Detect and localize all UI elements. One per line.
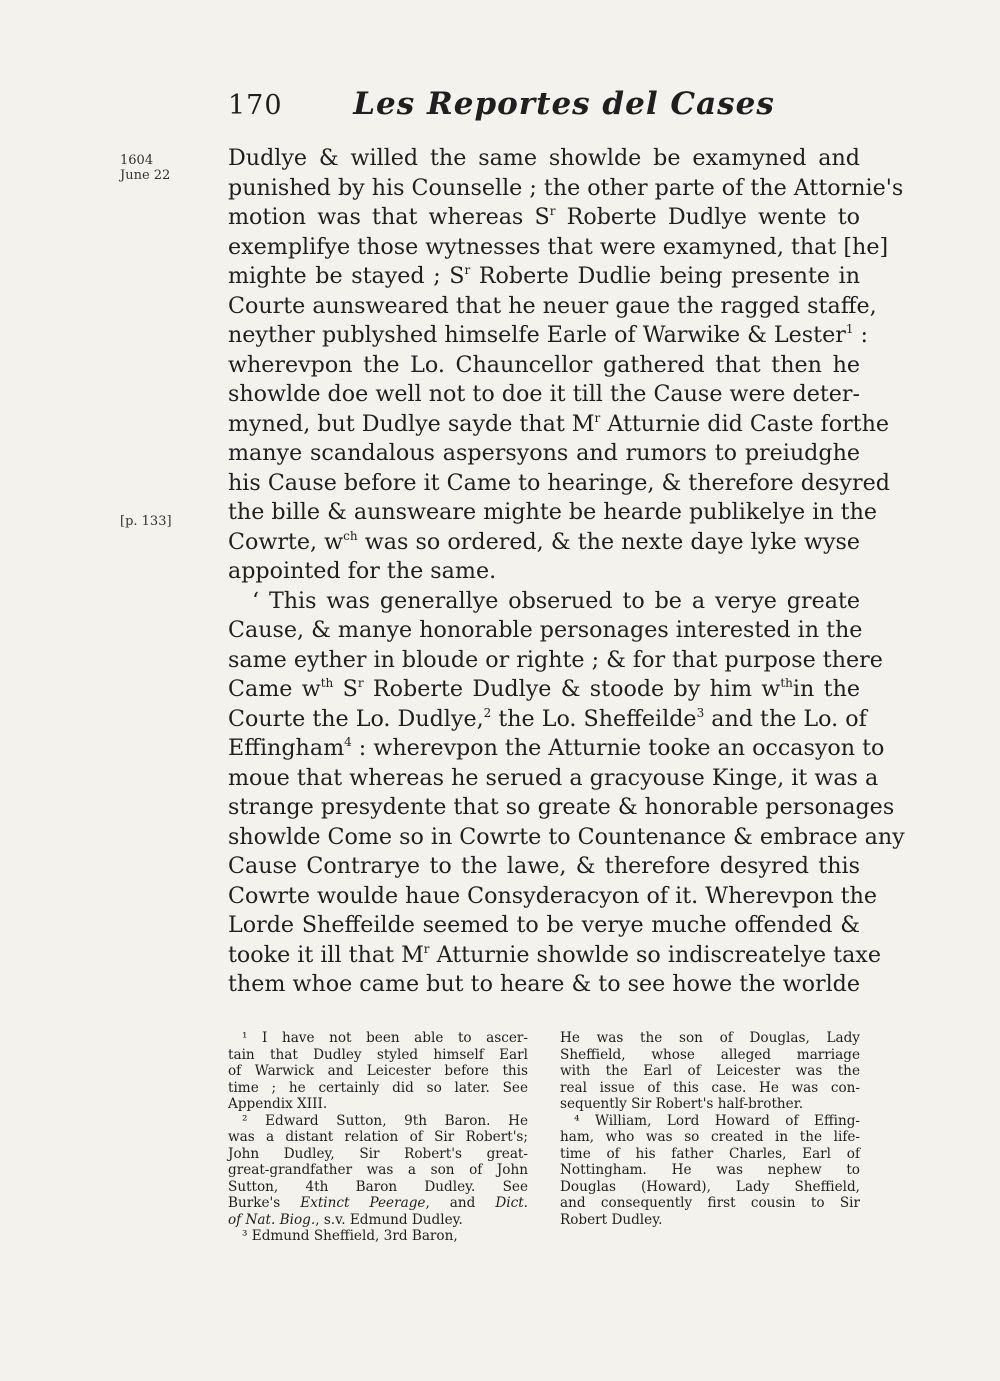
footnote-line: with the Earl of Leicester was the — [560, 1063, 860, 1079]
footnote-ref: 3 — [696, 705, 705, 720]
footnote-line: great-grandfather was a son of John — [228, 1162, 528, 1178]
footnote-line: ¹ I have not been able to ascer- — [242, 1030, 528, 1046]
footnotes-left-column — [228, 1030, 528, 1245]
body-line: Courte the Lo. Dudlye,$^2$ the Lo. Sheffeilde$^3$ and the Lo. of — [228, 705, 867, 732]
body-line: his Cause before it Came to hearinge, & therefore desyred — [228, 469, 890, 496]
body-line: neyther publyshed himselfe Earle of Warwike & Lester$^1$ : — [228, 322, 869, 348]
footnote-line: John Dudley, Sir Robert's great- — [228, 1145, 528, 1162]
body-line: Cowrte, $w^{ch}$ was so ordered, & the nexte daye lyke wyse — [228, 528, 860, 555]
footnote-ref: 2 — [483, 705, 492, 720]
footnote-line: Appendix XIII. — [228, 1096, 328, 1112]
footnote-ref: 1 — [845, 322, 854, 336]
footnote-line: of Warwick and Leicester before this — [228, 1063, 528, 1079]
body-line: showlde doe well not to doe it till the Cause were deter- — [228, 381, 860, 407]
footnote-line: and consequently first cousin to Sir — [560, 1195, 860, 1211]
body-line: strange presydente that so greate & honorable personages — [228, 794, 895, 820]
running-title: Les Reportes del Cases — [353, 86, 775, 122]
body-line: Dudlye & willed the same showlde be examyned and — [228, 145, 860, 171]
margin-page-ref: [p. 133] — [120, 514, 172, 529]
footnote-line: real issue of this case. He was con- — [560, 1079, 860, 1096]
body-line: punished by his Counselle ; the other parte of the Attornie's — [228, 174, 904, 201]
body-line: moue that whereas he serued a gracyouse Kinge, it was a — [228, 764, 879, 791]
body-line: Came $w^{th}$ $S^r$ Roberte Dudlye & stoode by him $w^{th}in$ the — [228, 676, 860, 702]
footnote-line: ham, who was so created in the life- — [560, 1129, 860, 1145]
footnote-line: ³ Edmund Sheffield, 3rd Baron, — [242, 1228, 458, 1244]
body-line: Cause, & manye honorable personages interested in the — [228, 617, 863, 643]
body-line: motion was that whereas $S^r$ Roberte Dudlye wente to — [228, 204, 860, 230]
body-line: Lorde Sheffeilde seemed to be verye muche offended & — [228, 912, 860, 938]
page-header — [228, 86, 860, 130]
body-line: the bille & aunsweare mighte be hearde publikelye in the — [228, 499, 878, 525]
body-line: Cause Contrarye to the lawe, & therefore desyred this — [228, 853, 860, 879]
footnote-line: Sheffield, whose alleged marriage — [560, 1046, 860, 1063]
body-line: Effingham$^4$ : wherevpon the Atturnie tooke an occasyon to — [228, 735, 885, 761]
footnote-line: ² Edward Sutton, 9th Baron. He — [242, 1112, 528, 1129]
footnote-line: Burke's Extinct Peerage, and Dict. — [228, 1195, 529, 1211]
body-line: Courte aunsweared that he neuer gaue the ragged staffe, — [228, 292, 877, 319]
footnote-line: Sutton, 4th Baron Dudley. See — [228, 1178, 528, 1195]
body-line: mighte be stayed ; $S^r$ Roberte Dudlie being presente in — [228, 263, 860, 289]
footnote-line: Robert Dudley. — [560, 1211, 663, 1228]
body-line: tooke it ill that $M^r$ Atturnie showlde so indiscreatelye taxe — [228, 941, 881, 968]
body-line: appointed for the same. — [228, 558, 497, 584]
footnote-line: He was the son of Douglas, Lady — [560, 1030, 860, 1046]
footnote-line: Nottingham. He was nephew to — [560, 1162, 860, 1178]
page-number: 170 — [228, 90, 283, 121]
footnotes — [228, 1030, 860, 1245]
footnote-line: Douglas (Howard), Lady Sheffield, — [560, 1178, 860, 1195]
footnote-line: tain that Dudley styled himself Earl — [228, 1046, 528, 1063]
body-line: wherevpon the Lo. Chauncellor gathered that then he — [228, 351, 860, 378]
body-line: same eyther in bloude or righte ; & for that purpose there — [228, 646, 883, 673]
footnote-line: time of his father Charles, Earl of — [560, 1145, 860, 1162]
body-line: Cowrte woulde haue Consyderacyon of it. Wherevpon the — [228, 882, 877, 909]
margin-date — [120, 153, 210, 183]
footnote-line: was a distant relation of Sir Robert's; — [228, 1129, 528, 1145]
footnote-line: time ; he certainly did so later. See — [228, 1079, 528, 1096]
footnotes-right-column — [560, 1030, 860, 1245]
margin-date-day: June 22 — [120, 168, 171, 183]
footnote-ref: 4 — [344, 735, 352, 749]
body-line: ‘ This was generallye obserued to be a verye greate — [252, 587, 860, 614]
body-line: myned, but Dudlye sayde that $M^r$ Atturnie did Caste forthe — [228, 410, 890, 437]
body-line: them whoe came but to heare & to see howe the worlde — [228, 971, 860, 997]
footnote-line: sequently Sir Robert's half-brother. — [560, 1096, 804, 1112]
body-line: exemplifye those wytnesses that were examyned, that [he] — [228, 233, 889, 260]
body-line: manye scandalous aspersyons and rumors to preiudghe — [228, 440, 860, 466]
body-text — [228, 144, 905, 1000]
footnote-line: ⁴ William, Lord Howard of Effing- — [574, 1112, 860, 1129]
footnote-line: of Nat. Biog., s.v. Edmund Dudley. — [228, 1211, 463, 1228]
body-line: showlde Come so in Cowrte to Countenance & embrace any — [228, 823, 905, 850]
margin-date-year: 1604 — [120, 153, 154, 168]
